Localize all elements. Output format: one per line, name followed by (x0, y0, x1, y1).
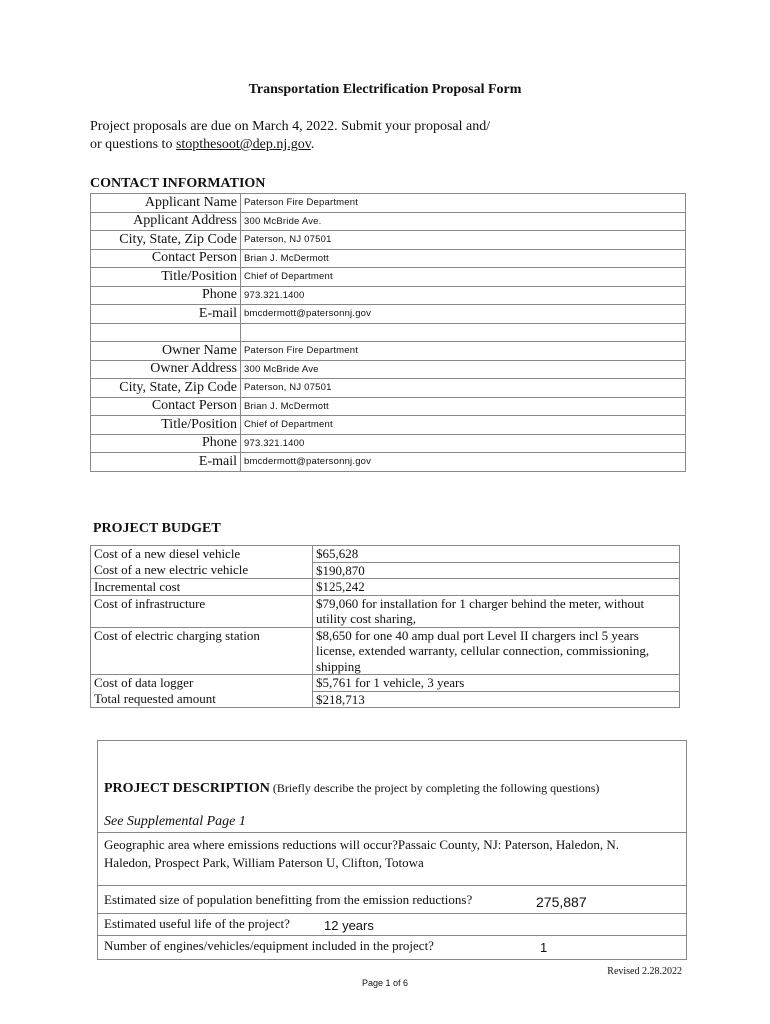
field-label: City, State, Zip Code (91, 379, 241, 398)
field-label: E-mail (91, 305, 241, 324)
table-row (91, 194, 686, 213)
budget-label: Cost of infrastructure (91, 595, 313, 627)
intro-prefix: or questions to (90, 137, 176, 152)
budget-value-field[interactable]: $190,870 (313, 562, 680, 579)
table-row (91, 434, 686, 453)
population-question: Estimated size of population benefitting from the emission reductions? (104, 892, 473, 907)
table-row (91, 342, 686, 361)
budget-label: Cost of a new diesel vehicle (91, 546, 313, 563)
intro-text (90, 118, 560, 154)
budget-value-field[interactable]: $5,761 for 1 vehicle, 3 years (313, 675, 680, 692)
engines-answer-field[interactable]: 1 (540, 940, 548, 955)
description-heading: PROJECT DESCRIPTION (104, 781, 270, 796)
geo-question-block (104, 836, 664, 872)
contact-table (90, 193, 686, 472)
applicant-phone-field[interactable]: 973.321.1400 (241, 286, 686, 305)
revision-date: Revised 2.28.2022 (607, 966, 682, 977)
table-row (91, 546, 680, 563)
field-label: Title/Position (91, 416, 241, 435)
contact-heading: CONTACT INFORMATION (90, 176, 266, 191)
supplemental-note: See Supplemental Page 1 (104, 814, 246, 829)
table-row (91, 286, 686, 305)
budget-heading: PROJECT BUDGET (93, 521, 221, 536)
field-label: Phone (91, 286, 241, 305)
field-label: Owner Address (91, 360, 241, 379)
life-row (98, 913, 686, 936)
owner-city-field[interactable]: Paterson, NJ 07501 (241, 379, 686, 398)
field-label: Contact Person (91, 397, 241, 416)
owner-address-field[interactable]: 300 McBride Ave (241, 360, 686, 379)
description-heading-line (104, 779, 684, 798)
geo-question: Geographic area where emissions reductions will occur? (104, 837, 398, 852)
budget-value-field[interactable]: $125,242 (313, 579, 680, 596)
owner-contact-field[interactable]: Brian J. McDermott (241, 397, 686, 416)
field-label: Applicant Name (91, 194, 241, 213)
field-label: Contact Person (91, 249, 241, 268)
table-row (91, 562, 680, 579)
applicant-email-field[interactable]: bmcdermott@patersonnj.gov (241, 305, 686, 324)
submission-email-link[interactable]: stopthesoot@dep.nj.gov (175, 137, 311, 152)
table-row (91, 268, 686, 287)
table-row (91, 579, 680, 596)
life-question: Estimated useful life of the project? (104, 916, 290, 931)
field-label: E-mail (91, 453, 241, 472)
table-row (91, 212, 686, 231)
budget-label: Cost of data logger (91, 675, 313, 692)
life-answer-field[interactable]: 12 years (324, 918, 374, 933)
table-row (91, 595, 680, 627)
budget-value-field[interactable]: $8,650 for one 40 amp dual port Level II chargers incl 5 years license, extended warranty, cellular connection, commissioning, shipping (313, 627, 680, 675)
budget-label: Cost of electric charging station (91, 627, 313, 675)
spacer-cell (91, 323, 241, 342)
applicant-address-field[interactable]: 300 McBride Ave. (241, 212, 686, 231)
budget-value-field[interactable]: $79,060 for installation for 1 charger behind the meter, without utility cost sharing, (313, 595, 680, 627)
budget-value-field[interactable]: $65,628 (313, 546, 680, 563)
owner-name-field[interactable]: Paterson Fire Department (241, 342, 686, 361)
applicant-city-field[interactable]: Paterson, NJ 07501 (241, 231, 686, 250)
table-row (91, 691, 680, 708)
field-label: Owner Name (91, 342, 241, 361)
table-row (91, 453, 686, 472)
applicant-name-field[interactable]: Paterson Fire Department (241, 194, 686, 213)
field-label: Phone (91, 434, 241, 453)
table-row (91, 675, 680, 692)
geo-row (98, 832, 686, 886)
budget-label: Incremental cost (91, 579, 313, 596)
field-label: Applicant Address (91, 212, 241, 231)
description-heading-note: (Briefly describe the project by completing the following questions) (269, 781, 600, 795)
engines-row (98, 935, 686, 960)
field-label: Title/Position (91, 268, 241, 287)
owner-phone-field[interactable]: 973.321.1400 (241, 434, 686, 453)
project-description-box (97, 740, 687, 960)
applicant-title-field[interactable]: Chief of Department (241, 268, 686, 287)
spacer-cell (241, 323, 686, 342)
budget-table (90, 545, 680, 708)
budget-label: Total requested amount (91, 691, 313, 708)
table-row (91, 305, 686, 324)
form-title: Transportation Electrification Proposal Form (248, 82, 522, 97)
budget-label: Cost of a new electric vehicle (91, 562, 313, 579)
table-row (91, 379, 686, 398)
owner-email-field[interactable]: bmcdermott@patersonnj.gov (241, 453, 686, 472)
spacer-row (91, 323, 686, 342)
engines-question: Number of engines/vehicles/equipment included in the project? (104, 938, 434, 953)
intro-suffix: . (310, 137, 315, 152)
field-label: City, State, Zip Code (91, 231, 241, 250)
intro-line-1: Project proposals are due on March 4, 2022. Submit your proposal and/ (90, 119, 491, 134)
page-number: Page 1 of 6 (361, 978, 409, 988)
budget-value-field[interactable]: $218,713 (313, 691, 680, 708)
table-row (91, 627, 680, 675)
table-row (91, 397, 686, 416)
owner-title-field[interactable]: Chief of Department (241, 416, 686, 435)
geo-answer-field[interactable]: Passaic County, NJ: Paterson, Haledon, N. Haledon, Prospect Park, William Paterson U, Clifton, Totowa (104, 837, 620, 870)
intro-line-2 (90, 136, 560, 154)
table-row (91, 360, 686, 379)
table-row (91, 416, 686, 435)
table-row (91, 249, 686, 268)
population-row (98, 885, 686, 914)
table-row (91, 231, 686, 250)
applicant-contact-field[interactable]: Brian J. McDermott (241, 249, 686, 268)
population-answer-field[interactable]: 275,887 (536, 894, 587, 910)
